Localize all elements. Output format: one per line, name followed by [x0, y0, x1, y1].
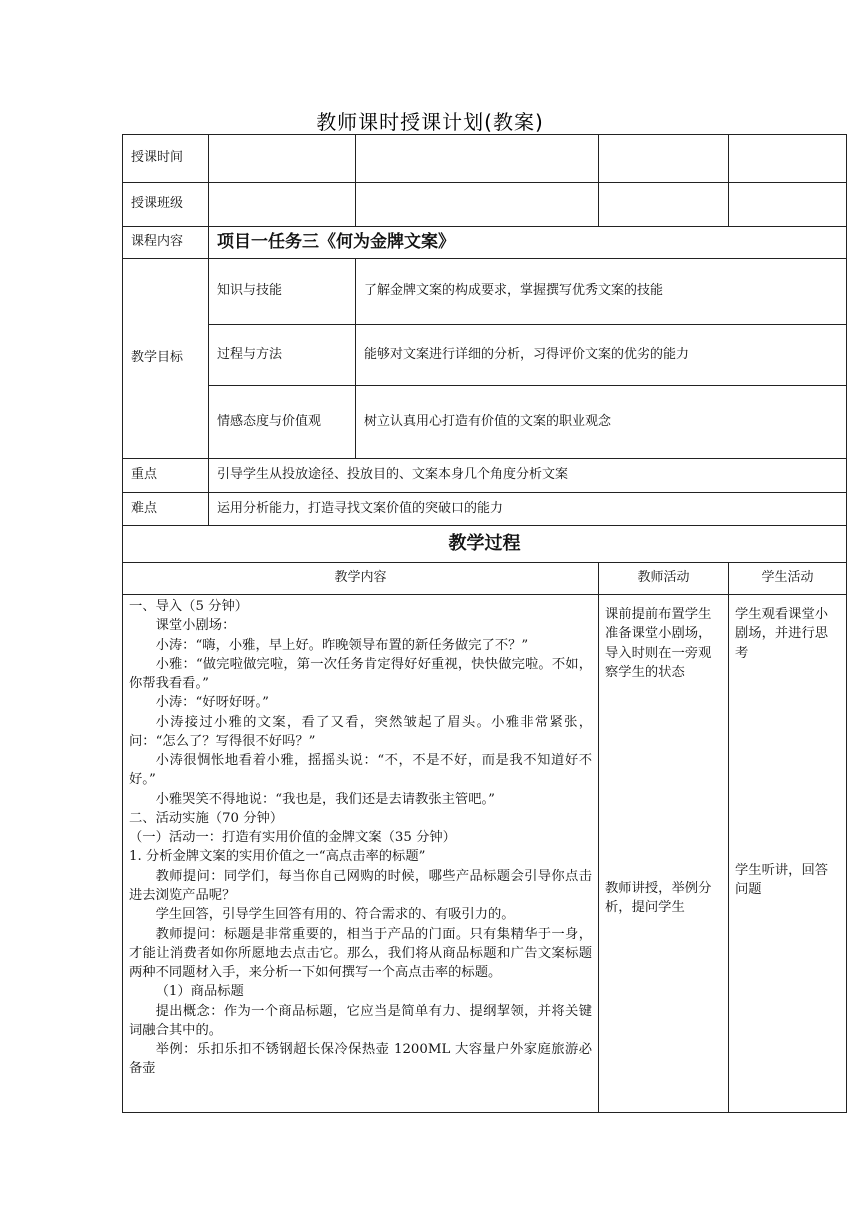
teacher-activity-1: 课前提前布置学生准备课堂小剧场，导入时则在一旁观察学生的状态 — [605, 607, 712, 680]
time-value-2[interactable] — [356, 135, 599, 183]
content-line: （1）商品标题 — [155, 984, 244, 1000]
teaching-content — [123, 595, 599, 1113]
content-line: 举例：乐扣乐扣不锈钢超长保冷保热壶 1200ML 大容量户外家庭旅游必备壶 — [129, 1042, 592, 1077]
course-title: 项目一任务三《何为金牌文案》 — [209, 227, 847, 259]
class-value-4[interactable] — [729, 183, 847, 227]
student-activity-1: 学生观看课堂小剧场，并进行思考 — [735, 607, 829, 661]
class-value-2[interactable] — [356, 183, 599, 227]
row-key-point — [123, 459, 847, 493]
objective-name: 知识与技能 — [209, 259, 356, 325]
content-line: 课堂小剧场： — [155, 618, 236, 634]
lesson-plan-table — [122, 134, 847, 1113]
objective-row-1 — [123, 259, 847, 325]
objective-row-3 — [123, 386, 847, 459]
objectives-label: 教学目标 — [123, 259, 209, 459]
document-title: 教师课时授课计划(教案) — [316, 110, 544, 134]
objective-desc: 能够对文案进行详细的分析，习得评价文案的优劣的能力 — [356, 325, 847, 386]
objective-row-2 — [123, 325, 847, 386]
content-line: 小雅：“做完啦做完啦，第一次任务肯定得好好重视，快快做完啦。不如，你帮我看看。” — [129, 656, 592, 692]
content-line: 二、活动实施（70 分钟） — [129, 810, 284, 826]
content-line: （一）活动一：打造有实用价值的金牌文案（35 分钟） — [129, 830, 456, 846]
objective-desc: 树立认真用心打造有价值的文案的职业观念 — [356, 386, 847, 459]
class-value-3[interactable] — [599, 183, 729, 227]
objective-name: 情感态度与价值观 — [209, 386, 356, 459]
row-time — [123, 135, 847, 183]
difficulty-label: 难点 — [123, 493, 209, 526]
content-line: 教师提问：同学们，每当你自己网购的时候，哪些产品标题会引导你点击进去浏览产品呢？ — [129, 868, 592, 903]
teacher-activity-2: 教师讲授，举例分析，提问学生 — [605, 881, 712, 916]
row-process-body — [123, 595, 847, 1113]
time-value-1[interactable] — [209, 135, 356, 183]
key-point-value: 引导学生从投放途径、投放目的、文案本身几个角度分析文案 — [209, 459, 847, 493]
content-line: 小涛：“好呀好呀。” — [155, 695, 269, 711]
teacher-activity — [599, 595, 729, 1113]
content-line: 一、导入（5 分钟） — [129, 599, 249, 614]
content-line: 教师提问：标题是非常重要的，相当于产品的门面。只有集精华于一身，才能让消费者如你所愿地去点击它。那么，我们将从商品标题和广告文案标题两种不同题材入手，来分析一下如何撰写一个高点击率的标题。 — [129, 926, 592, 981]
row-course-content — [123, 227, 847, 259]
process-heading: 教学过程 — [123, 526, 847, 563]
time-value-3[interactable] — [599, 135, 729, 183]
content-line: 学生回答，引导学生回答有用的、符合需求的、有吸引力的。 — [155, 907, 515, 923]
column-student-header: 学生活动 — [729, 563, 847, 595]
content-line: 提出概念：作为一个商品标题，它应当是简单有力、提纲挈领，并将关键词融合其中的。 — [129, 1003, 592, 1038]
row-class — [123, 183, 847, 227]
row-difficulty — [123, 493, 847, 526]
row-process-columns — [123, 563, 847, 595]
objective-name: 过程与方法 — [209, 325, 356, 386]
student-activity-2: 学生听讲，回答问题 — [735, 862, 829, 898]
class-value-1[interactable] — [209, 183, 356, 227]
content-line: 小涛接过小雅的文案，看了又看，突然皱起了眉头。小雅非常紧张，问：“怎么了？写得很不好吗？” — [129, 714, 592, 749]
content-line: 小涛很惆怅地看着小雅，摇摇头说：“不，不是不好，而是我不知道好不好。” — [129, 753, 592, 788]
class-label: 授课班级 — [123, 183, 209, 227]
content-label: 课程内容 — [123, 227, 209, 259]
column-content-header: 教学内容 — [123, 563, 599, 595]
row-process-heading — [123, 526, 847, 563]
student-activity — [729, 595, 847, 1113]
content-line: 小涛：“嗨，小雅，早上好。昨晚领导布置的新任务做完了不？” — [155, 637, 529, 653]
difficulty-value: 运用分析能力，打造寻找文案价值的突破口的能力 — [209, 493, 847, 526]
objective-desc: 了解金牌文案的构成要求，掌握撰写优秀文案的技能 — [356, 259, 847, 325]
key-point-label: 重点 — [123, 459, 209, 493]
time-label: 授课时间 — [123, 135, 209, 183]
time-value-4[interactable] — [729, 135, 847, 183]
content-line: 1. 分析金牌文案的实用价值之一“高点击率的标题” — [129, 849, 426, 865]
column-teacher-header: 教师活动 — [599, 563, 729, 595]
content-line: 小雅哭笑不得地说：“我也是，我们还是去请教张主管吧。” — [155, 791, 495, 807]
